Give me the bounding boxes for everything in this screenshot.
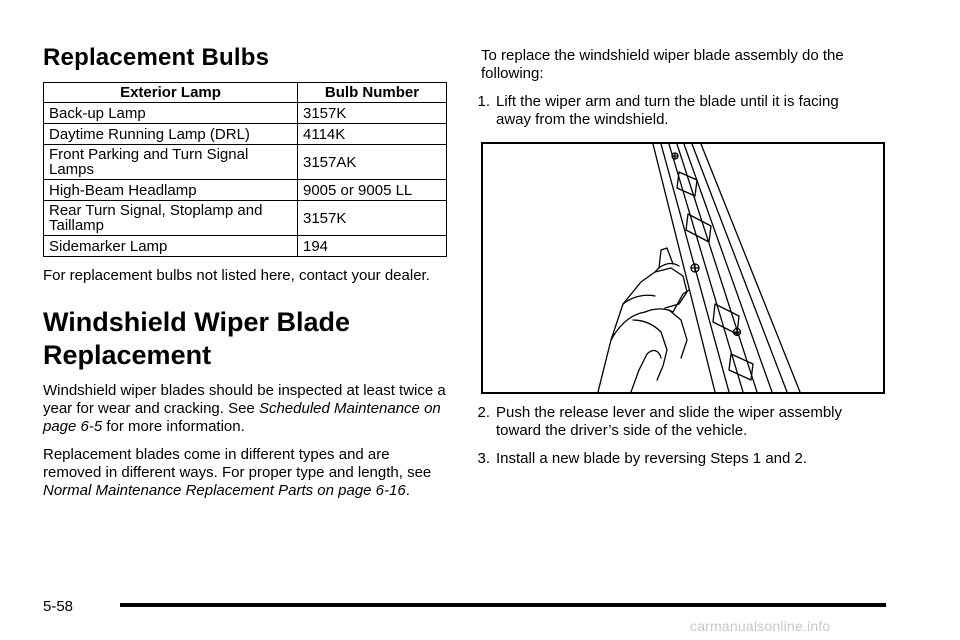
wiper-paragraph-2	[43, 446, 447, 500]
step-text: Push the release lever and slide the wiper assembly toward the driver’s side of the vehicle.	[496, 404, 843, 439]
wiper-p1-end: for more information.	[102, 418, 245, 435]
left-column	[43, 44, 447, 500]
wiper-illustration	[481, 142, 885, 394]
bulb-number-cell: 3157K	[298, 201, 447, 236]
section-title-wiper-blade: Windshield Wiper Blade Replacement	[43, 307, 351, 370]
wiper-blade-drawing	[483, 144, 883, 392]
lamp-cell: High-Beam Headlamp	[44, 180, 298, 201]
wiper-p2-text: Replacement blades come in different types and are removed in different ways. For proper type and length, see	[43, 446, 432, 481]
step-text: Install a new blade by reversing Steps 1 and 2.	[496, 450, 808, 467]
wiper-paragraph-1	[43, 382, 447, 436]
lamp-cell: Sidemarker Lamp	[44, 236, 298, 257]
table-row	[44, 236, 447, 257]
wiper-p1-text: Windshield wiper blades should be inspected at least twice a year for wear and cracking. See	[43, 382, 446, 417]
wiper-p2-end: .	[405, 482, 410, 499]
bulb-number-cell: 3157AK	[298, 145, 447, 180]
step-2	[461, 404, 887, 440]
replacement-parts-reference: Normal Maintenance Replacement Parts on page 6-16	[43, 482, 406, 499]
footer-rule	[120, 603, 886, 607]
table-header-row	[44, 83, 447, 103]
steps-intro: To replace the windshield wiper blade assembly do the following:	[481, 47, 844, 82]
table-row	[44, 145, 447, 180]
step-1	[461, 93, 841, 129]
lamp-cell: Daytime Running Lamp (DRL)	[44, 124, 298, 145]
right-column	[477, 47, 887, 468]
column-header-exterior-lamp: Exterior Lamp	[44, 83, 298, 103]
lamp-cell: Front Parking and Turn Signal Lamps	[44, 145, 298, 180]
page-number: 5-58	[43, 598, 74, 615]
section-title-replacement-bulbs: Replacement Bulbs	[43, 44, 270, 71]
table-row	[44, 201, 447, 236]
lamp-cell: Back-up Lamp	[44, 103, 298, 124]
bulb-number-cell: 4114K	[298, 124, 447, 145]
bulb-number-cell: 9005 or 9005 LL	[298, 180, 447, 201]
step-3	[461, 450, 887, 468]
column-header-bulb-number: Bulb Number	[298, 83, 447, 103]
scheduled-maintenance-reference: Scheduled Maintenance on page 6-5	[43, 400, 441, 435]
lamp-cell: Rear Turn Signal, Stoplamp and Taillamp	[44, 201, 298, 236]
step-text: Lift the wiper arm and turn the blade until it is facing away from the windshield.	[496, 93, 839, 128]
step-number: 1.	[477, 93, 490, 110]
table-row	[44, 103, 447, 124]
step-number: 3.	[477, 450, 490, 467]
watermark: carmanualsonline.info	[690, 618, 831, 634]
bulb-number-cell: 194	[298, 236, 447, 257]
bulb-number-cell: 3157K	[298, 103, 447, 124]
step-number: 2.	[477, 404, 490, 421]
table-row	[44, 124, 447, 145]
bulb-table	[43, 82, 447, 257]
bulbs-note: For replacement bulbs not listed here, contact your dealer.	[43, 267, 430, 284]
table-row	[44, 180, 447, 201]
